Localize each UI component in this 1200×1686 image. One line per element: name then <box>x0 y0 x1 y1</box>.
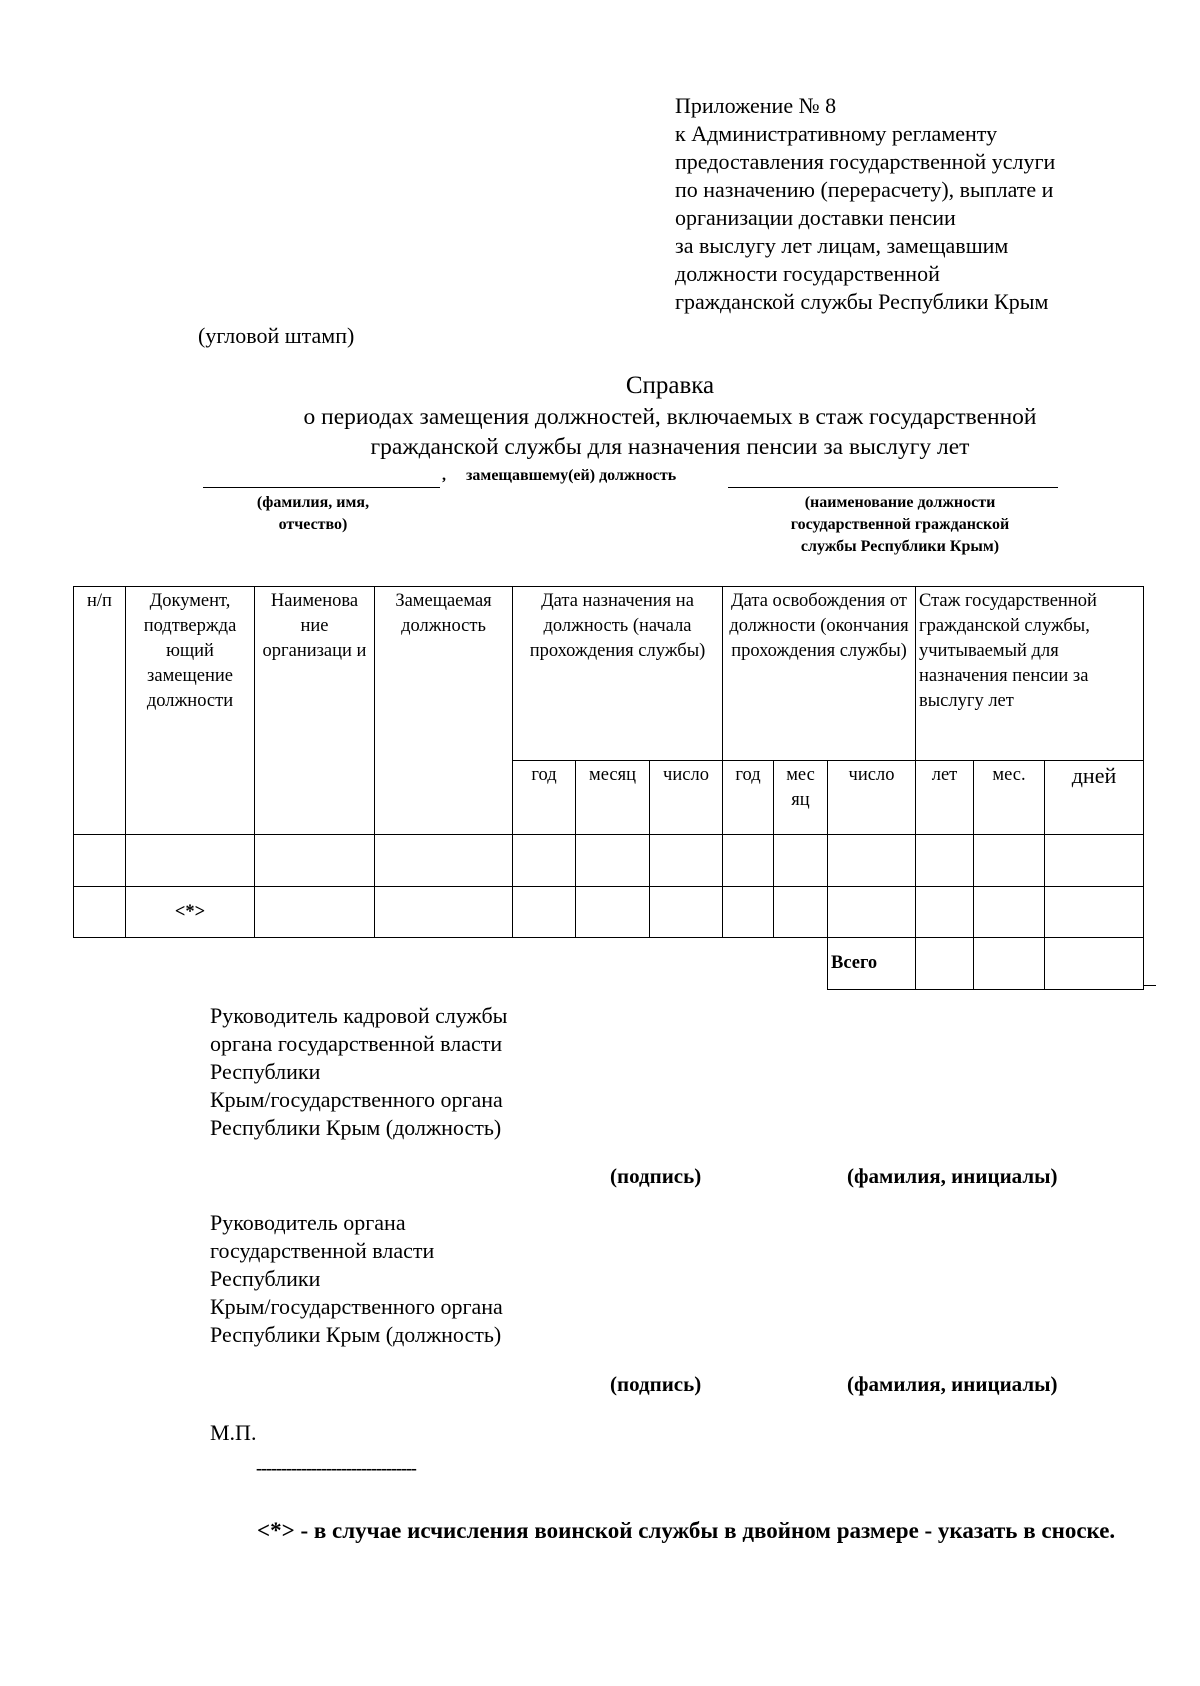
appendix-line: гражданской службы Республики Крым <box>675 289 1049 314</box>
table-cell[interactable] <box>650 887 723 938</box>
authority-head-line: Республики Крым (должность) <box>210 1322 502 1347</box>
fill-between-text: замещавшему(ей) должность <box>466 467 677 484</box>
header-document: Документ, подтвержда ющий замещение должности <box>126 587 255 835</box>
appendix-header <box>675 92 1055 316</box>
position-caption-line3: службы Республики Крым) <box>800 538 1000 555</box>
table-cell[interactable] <box>513 835 576 887</box>
authority-head-line: Крым/государственного органа <box>210 1294 503 1319</box>
signature-label: (подпись) <box>610 1372 702 1396</box>
header-experience: Стаж государственной гражданской службы, учитываемый для назначения пенсии за выслугу лет <box>916 587 1144 761</box>
header-np: н/п <box>74 587 126 835</box>
total-row <box>74 938 1144 990</box>
subheader-years: лет <box>916 761 974 835</box>
table-cell[interactable] <box>375 835 513 887</box>
authority-head-line: Руководитель органа <box>210 1210 406 1235</box>
table-cell[interactable] <box>974 887 1045 938</box>
appendix-line: должности государственной <box>675 261 940 286</box>
table-cell[interactable] <box>723 887 774 938</box>
authority-head-line: Республики <box>210 1266 321 1291</box>
table-cell[interactable] <box>916 887 974 938</box>
footnote-separator: -------------------------------- <box>256 1458 416 1478</box>
hr-head-line: органа государственной власти <box>210 1031 503 1056</box>
subheader-year: год <box>723 761 774 835</box>
fill-comma: , <box>442 467 446 484</box>
table-cell[interactable] <box>916 835 974 887</box>
authority-head-line: государственной власти <box>210 1238 435 1263</box>
table-cell[interactable] <box>74 887 126 938</box>
signature-label: (подпись) <box>610 1164 702 1188</box>
position-fill-line[interactable] <box>728 487 1058 488</box>
document-subtitle-line2: гражданской службы для назначения пенсии за выслугу лет <box>370 434 970 460</box>
name-initials-label: (фамилия, инициалы) <box>847 1164 1058 1188</box>
seal-place: М.П. <box>210 1420 257 1445</box>
appendix-line: к Административному регламенту <box>675 121 998 146</box>
name-fill-line[interactable] <box>203 487 440 488</box>
table-cell[interactable] <box>828 887 916 938</box>
hr-head-position <box>210 1002 507 1142</box>
header-organization: Наименова ние организаци и <box>255 587 375 835</box>
document-subtitle-line1: о периодах замещения должностей, включаемых в стаж государственной <box>303 404 1037 430</box>
table-cell[interactable] <box>513 887 576 938</box>
name-initials-label: (фамилия, инициалы) <box>847 1372 1058 1396</box>
position-caption <box>765 492 1035 558</box>
header-position: Замещаемая должность <box>375 587 513 835</box>
subheader-month: месяц <box>576 761 650 835</box>
total-label: Всего <box>828 938 916 990</box>
authority-head-position <box>210 1209 503 1349</box>
total-years-cell[interactable] <box>916 938 974 990</box>
table-cell[interactable] <box>576 887 650 938</box>
header-appointment-date: Дата назначения на должность (начала прохождения службы) <box>513 587 723 761</box>
table-cell[interactable] <box>576 835 650 887</box>
table-cell[interactable] <box>1045 835 1144 887</box>
appendix-line: по назначению (перерасчету), выплате и <box>675 177 1054 202</box>
table-cell[interactable] <box>375 887 513 938</box>
subheader-days: дней <box>1045 761 1144 835</box>
subheader-day: число <box>828 761 916 835</box>
table-cell[interactable] <box>650 835 723 887</box>
table-cell[interactable] <box>1045 887 1144 938</box>
service-periods-table <box>73 586 1144 990</box>
subheader-month: мес яц <box>774 761 828 835</box>
total-months-cell[interactable] <box>974 938 1045 990</box>
table-cell[interactable] <box>126 835 255 887</box>
table-row <box>74 835 1144 887</box>
position-caption-line1: (наименование должности <box>804 494 996 511</box>
table-edge-mark <box>1144 985 1156 986</box>
hr-head-line: Республики Крым (должность) <box>210 1115 502 1140</box>
name-caption-line1: (фамилия, имя, <box>256 494 370 511</box>
hr-head-line: Крым/государственного органа <box>210 1087 503 1112</box>
appendix-line: Приложение № 8 <box>675 93 837 118</box>
military-footnote-marker: <*> <box>126 887 255 938</box>
corner-stamp-label: (угловой штамп) <box>198 323 355 348</box>
table-cell[interactable] <box>974 835 1045 887</box>
hr-head-line: Руководитель кадровой службы <box>210 1003 508 1028</box>
appendix-line: предоставления государственной услуги <box>675 149 1056 174</box>
document-title: Справка <box>625 372 715 399</box>
total-days-cell[interactable] <box>1045 938 1144 990</box>
table-row <box>74 887 1144 938</box>
table-cell[interactable] <box>723 835 774 887</box>
table-cell[interactable] <box>74 835 126 887</box>
total-row-spacer <box>74 938 828 990</box>
name-caption-line2: отчество) <box>278 516 348 533</box>
table-cell[interactable] <box>255 887 375 938</box>
header-release-date: Дата освобождения от должности (окончания прохождения службы) <box>723 587 916 761</box>
appendix-line: за выслугу лет лицам, замещавшим <box>675 233 1009 258</box>
footnote-text: <*> - в случае исчисления воинской службы в двойном размере - указать в сноске. <box>257 1518 1116 1543</box>
subheader-months: мес. <box>974 761 1045 835</box>
table-cell[interactable] <box>774 887 828 938</box>
appendix-line: организации доставки пенсии <box>675 205 956 230</box>
table-cell[interactable] <box>255 835 375 887</box>
name-caption <box>233 492 393 536</box>
subheader-year: год <box>513 761 576 835</box>
subheader-day: число <box>650 761 723 835</box>
position-caption-line2: государственной гражданской <box>790 516 1010 533</box>
table-cell[interactable] <box>774 835 828 887</box>
hr-head-line: Республики <box>210 1059 321 1084</box>
table-cell[interactable] <box>828 835 916 887</box>
